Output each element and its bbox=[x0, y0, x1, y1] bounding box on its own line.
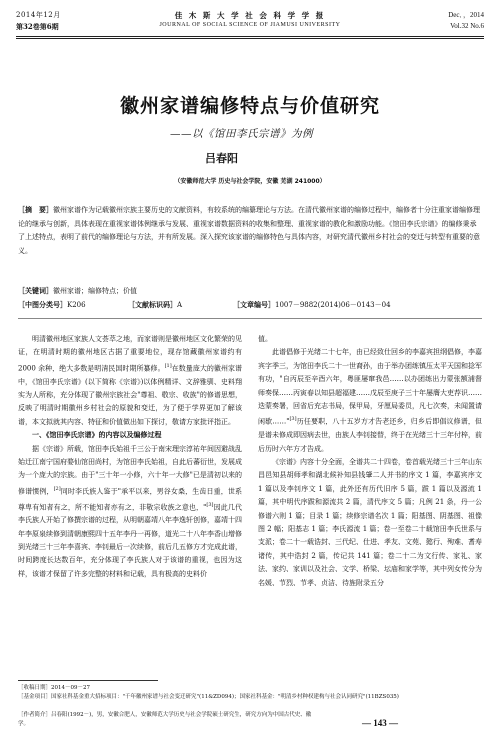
doc-code-label: ［文献标识码］ bbox=[128, 300, 177, 309]
journal-title-en: JOURNAL OF SOCIAL SCIENCE OF JIAMUSI UNIVERSITY bbox=[159, 22, 341, 28]
page-number: — 143 — bbox=[362, 718, 398, 728]
header-rule bbox=[16, 36, 484, 37]
issue-date: 2014年12月 bbox=[16, 11, 61, 19]
footnote-rule bbox=[18, 680, 158, 681]
citation-ref: [2] bbox=[53, 485, 61, 492]
classification-line bbox=[18, 300, 482, 310]
article-no-label: ［文章编号］ bbox=[233, 300, 275, 309]
abstract bbox=[18, 203, 482, 258]
keywords: 徽州家谱；编修特点；价值 bbox=[53, 287, 137, 295]
abstract-text: 徽州家谱作为记载徽州宗族主要历史的文献资料，有较系统的编纂理论与方法。在清代徽州家谱的编修过程中，编修者十分注重家谱编修理论的继承与创新，具体表现在重视家谱体例继承与发展、重视家谱数据资料的收集和整理、重视家谱的教化和激励功能。《馆田李氏宗谱》的编修秉承了上述特点，表明了前代的编修理论与方法，并有所发展。深入探究该家谱的编修特色与具体内容，对研究清代徽州乡村社会的变迁与转型有重要的意义。 bbox=[18, 206, 480, 255]
article-title: 徽州家谱编修特点与价值研究 bbox=[119, 95, 380, 117]
footnote-received: ［收稿日期］2014－09－27 bbox=[18, 685, 90, 691]
keywords-line bbox=[18, 286, 137, 296]
citation-ref: [3] bbox=[289, 416, 297, 423]
citation-ref: [1] bbox=[164, 362, 172, 369]
citation-ref: [3] bbox=[206, 501, 214, 508]
clc-label: ［中图分类号］ bbox=[18, 300, 67, 309]
abstract-label: ［摘 要］ bbox=[18, 205, 53, 214]
issue-volume: 第32卷第6期 bbox=[16, 22, 59, 31]
header-rule-double bbox=[16, 38, 484, 39]
journal-title-cn: 佳 木 斯 大 学 社 会 科 学 学 报 bbox=[174, 11, 326, 20]
paragraph: 据《宗谱》所载，馆田李氏始祖千三公于南宋理宗淳祐年间因避战乱始迁江南宁国府婺仙馆田尚村，为馆田李氏始祖，自此后蕃衍世，发展成为一个庞大的宗族。由于"三十年一小修，六十年一大修"已是清初以来的修谱惯例，[2]同时李氏族人鉴于"承平以来，男谷女桑，生齿日重，世系尊卑有知者有之，所不能知者亦有之，非敬宗收族之意也，"[3]因此几代李氏族人开始了修撰宗谱的过程，从明朝嘉靖八年李逸轩创修，嘉靖十四年李原泉续修到清朝康熙四十五年李丹一再修，道光二十八年李香山增修到光绪三十三年李喜宾、李钊最后一次续修，前后几五修方才完成此谱，时间跨度长达数百年，充分体现了李氏族人对于该谱的重视，也因为这样，该谱才保留了许多完整的材料和记载，具有极高的史料价 bbox=[18, 444, 242, 578]
article-subtitle: ——以《馆田李氏宗谱》为例 bbox=[170, 128, 313, 140]
paragraph-continuation: 值。 bbox=[258, 335, 272, 343]
body-column-left bbox=[18, 333, 242, 581]
author-name: 吕春阳 bbox=[205, 152, 238, 165]
issue-volume-en: Vol.32 No.6 bbox=[450, 22, 484, 30]
issue-date-en: Dec．，2014 bbox=[448, 11, 484, 19]
clc-code: K206 bbox=[67, 301, 86, 309]
footnote-bio: ［作者简介］吕春阳(1992－)，男，安徽合肥人，安徽师范大学历史与社会学院硕士研究生，研究方向为中国古代史、徽学。 bbox=[18, 712, 312, 727]
meta-rule bbox=[18, 318, 482, 319]
paragraph: 明清徽州地区家族人文荟萃之地，而家谱则是徽州地区文化繁荣的见证，在明清时期的徽州地区古据了重要地位，现存馆藏徽州家谱约有 2000 余种，绝大多数是明清民国时期所纂修。[1]在数量庞大的徽州家谱中，《馆田李氏宗谱》(以下简称《宗谱》)以体例精详、文辞雅驯、史料翔实为人所称，充分体现了徽州宗族社会"尊祖、敬宗、收族"的修谱思想，反映了明清时期徽州乡村社会的原貌和变迁，为了便于学界更加了解该谱，本文拟就其内容、特征和价值做出如下探讨，敬请方家批评指正。 bbox=[18, 335, 242, 426]
section-heading: 一、《馆田李氏宗谱》的内容以及编修过程 bbox=[32, 431, 162, 440]
paragraph: 《宗谱》内容十分全面，全谱共二十四卷，卷首载光绪三十三年山东昌邑知县胡师孝和湖北候补知县钱肇二人并书的序文 1 篇，李嘉宾序文 1 篇以及李钊序文 1 篇，此外还有历代旧序 5 篇，跋 1 篇以及源流 1 篇，其中明代序跋和源流共 2 篇，清代序文 5 篇；凡例 21 条，丹一公修谱六则 1 篇；目录 1 篇；续修宗谱名次 1 篇；阳基图、阴基图、祖像图 2 幅；阳基志 1 篇；李氏源流 1 篇；卷一至卷二十载馆田李氏世系与支派；卷二十一载诰封、三代纪、仕进、孝友、文苑、懿行、殉难、耆寿诸传，其中诰封 2 篇，传记共 141 篇；卷二十二为文行传、家礼、家法、家约、家训以及社会、文学、桥梁、坛庙和家学等，其中列女传分为名媛、节烈、节孝、贞洁、待旌附录五分 bbox=[258, 457, 482, 587]
paragraph: 此谱倡修于光绪二十七年，由已经致仕回乡的李嘉宾担纲倡修，李嘉宾字季三，为馆田李氏二十一世裔孙，由于举办团练镇压太平天国和捻军有功，"自丙辰至辛酉六年，粤匪屡窜我邑……以办团练出力蒙张额浦督师奏保……丙寅春以知县超福建……戊辰至庚子三十年屡膺大吏荐识……迭蒙奏署，回省后充志书局，保甲局，牙厘局委员，凡七次奏，未闻置请闲歇……"[3]历任要职，八十五岁方才告老还乡，归乡后即倡议修谱，但是谱未修成即因病去世，由族人李钊接替，终于在光绪三十三年付梓，前后历时六年方才告成。 bbox=[258, 348, 482, 453]
author-affiliation: （安徽师范大学 历史与社会学院，安徽 芜湖 241000） bbox=[174, 178, 326, 185]
keywords-label: ［关键词］ bbox=[18, 286, 53, 295]
footnote-fund: ［基金项目］国家社科基金重大招标项目："千年徽州家谱与社会变迁研究"(11&ZD094)；国家社科基金："明清乡村种权建构与社会认同研究"(11BZS035) bbox=[18, 694, 399, 700]
body-column-right bbox=[258, 333, 482, 590]
article-no: 1007－9882(2014)06－0143－04 bbox=[275, 301, 391, 309]
doc-code: A bbox=[177, 301, 183, 309]
